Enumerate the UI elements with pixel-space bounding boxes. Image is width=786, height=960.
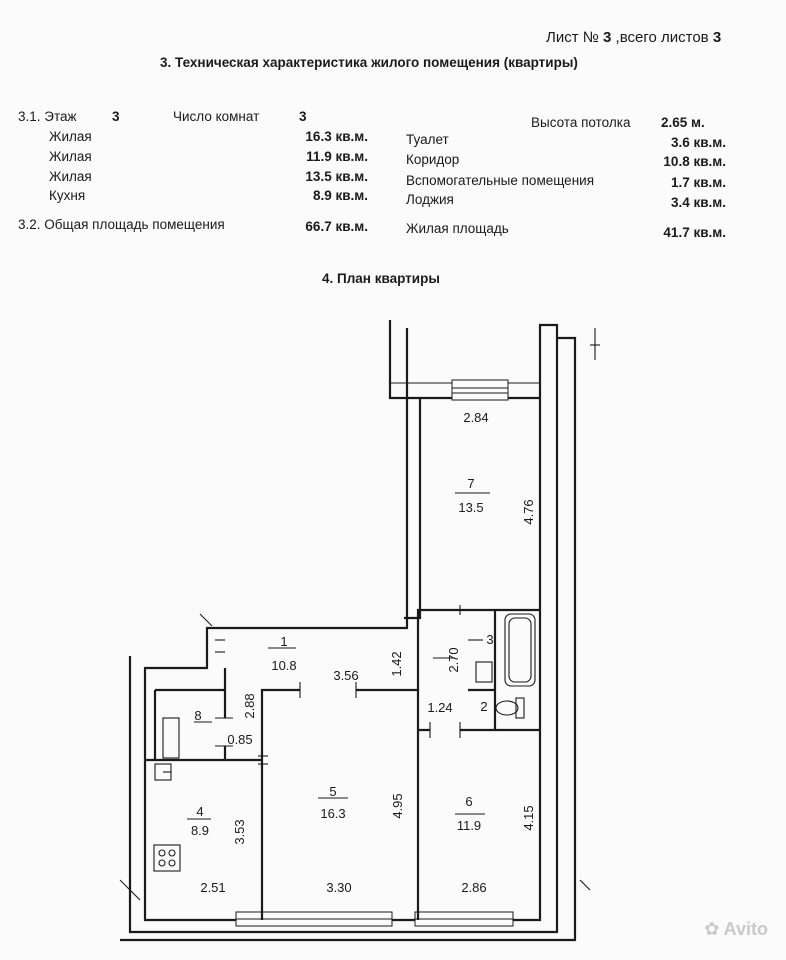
dimension-label: 1.42 xyxy=(389,651,404,677)
right-row-value: 3.6 кв.м. xyxy=(670,135,726,150)
left-row-value: 11.9 кв.м. xyxy=(306,149,368,164)
interior-walls xyxy=(145,605,540,920)
rooms-label: Число комнат xyxy=(173,109,260,124)
room-6-area: 11.9 xyxy=(456,818,482,833)
room-1-area: 10.8 xyxy=(271,658,297,673)
dimension-label: 4.76 xyxy=(521,499,536,525)
room-4-area: 8.9 xyxy=(190,823,210,838)
windows xyxy=(236,380,513,926)
room-5-area: 16.3 xyxy=(320,806,346,821)
total-area-value: 66.7 кв.м. xyxy=(305,219,368,234)
room-7-number: 7 xyxy=(467,476,475,491)
room-2-number: 2 xyxy=(480,699,488,714)
dimension-label: 2.51 xyxy=(200,880,226,895)
left-row-label: Жилая xyxy=(49,169,92,184)
total-area-label: 3.2. Общая площадь помещения xyxy=(18,217,225,232)
dimension-label: 3.30 xyxy=(326,880,352,895)
left-row-value: 8.9 кв.м. xyxy=(312,188,368,203)
dimension-label: 0.85 xyxy=(227,732,253,747)
ceiling-value: 2.65 м. xyxy=(661,115,705,130)
dimension-label: 4.95 xyxy=(390,793,405,819)
right-row-label: Туалет xyxy=(406,132,449,147)
watermark-logo: ✿ Avito xyxy=(704,919,768,939)
right-row-value: 10.8 кв.м. xyxy=(663,154,726,169)
dimension-label: 1.24 xyxy=(427,700,453,715)
room-8-number: 8 xyxy=(194,708,202,723)
room-1-number: 1 xyxy=(280,634,288,649)
right-row-value: 1.7 кв.м. xyxy=(670,175,726,190)
floor-value: 3 xyxy=(112,109,120,124)
rooms-value: 3 xyxy=(299,109,307,124)
dimension-label: 4.15 xyxy=(521,805,536,831)
dimension-label: 3.53 xyxy=(232,819,247,845)
right-row-label: Вспомогательные помещения xyxy=(406,173,594,188)
room-5-number: 5 xyxy=(329,784,337,799)
section3-title: 3. Техническая характеристика жилого помещения (квартиры) xyxy=(160,55,578,70)
dimension-label: 2.86 xyxy=(461,880,487,895)
living-area-value: 41.7 кв.м. xyxy=(663,225,726,240)
room-6-number: 6 xyxy=(465,794,473,809)
dimension-label: 2.88 xyxy=(242,693,257,719)
watermark-icon: ✿ xyxy=(704,919,720,939)
right-row-label: Лоджия xyxy=(406,192,454,207)
left-row-value: 13.5 кв.м. xyxy=(305,169,368,184)
left-row-label: Кухня xyxy=(49,188,86,203)
outer-walls xyxy=(120,320,600,940)
dimension-label: 3.56 xyxy=(333,668,359,683)
living-area-label: Жилая площадь xyxy=(406,221,509,236)
right-row-label: Коридор xyxy=(406,152,460,167)
dimension-label: 2.84 xyxy=(463,410,489,425)
room-4-number: 4 xyxy=(196,804,204,819)
room-3-number: 3 xyxy=(486,632,494,647)
left-row-label: Жилая xyxy=(49,149,92,164)
sheet-number: Лист № 3 ,всего листов 3 xyxy=(546,29,722,46)
section4-title: 4. План квартиры xyxy=(322,271,440,286)
ceiling-label: Высота потолка xyxy=(531,115,631,130)
left-row-label: Жилая xyxy=(49,129,92,144)
room-7-area: 13.5 xyxy=(458,500,484,515)
dimension-label: 2.70 xyxy=(446,647,461,673)
left-row-value: 16.3 кв.м. xyxy=(305,129,368,144)
floor-label: 3.1. Этаж xyxy=(18,109,77,124)
right-row-value: 3.4 кв.м. xyxy=(670,195,726,210)
